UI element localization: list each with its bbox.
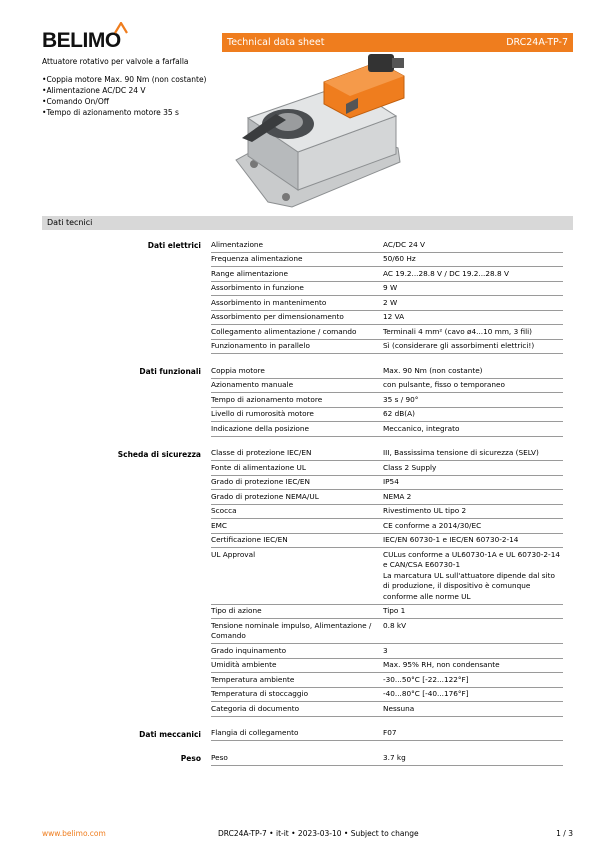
spec-key: Collegamento alimentazione / comando <box>211 326 357 336</box>
spec-row <box>211 490 563 505</box>
spec-key: Assorbimento per dimensionamento <box>211 312 344 321</box>
spec-row <box>211 461 563 476</box>
spec-key: Temperatura di stoccaggio <box>211 689 309 698</box>
spec-value: 3.7 kg <box>383 752 406 762</box>
logo-mark-icon <box>114 22 128 34</box>
spec-value: IEC/EN 60730-1 e IEC/EN 60730-2-14 <box>383 535 519 544</box>
spec-value: 35 s / 90° <box>383 394 419 404</box>
spec-key: Grado di protezione NEMA/UL <box>211 491 319 501</box>
spec-row <box>211 605 563 620</box>
spec-key: Coppia motore <box>211 365 265 375</box>
spec-key: Classe di protezione IEC/EN <box>211 448 312 457</box>
footer-url[interactable]: www.belimo.com <box>42 829 106 838</box>
group-rows <box>211 751 563 766</box>
spec-key: Azionamento manuale <box>211 380 294 389</box>
spec-row <box>211 379 563 394</box>
spec-value: 50/60 Hz <box>383 254 416 263</box>
section-header <box>42 216 573 230</box>
spec-row <box>211 267 563 282</box>
spec-group <box>42 727 573 742</box>
spec-value: Max. 95% RH, non condensante <box>383 660 500 669</box>
spec-row <box>211 422 563 437</box>
spec-row <box>211 282 563 297</box>
spec-value: Tipo 1 <box>383 606 406 615</box>
feature-item: • Tempo di azionamento motore 35 s <box>42 107 207 118</box>
page-number: 1 / 3 <box>556 829 573 838</box>
feature-item: • Comando On/Off <box>42 96 207 107</box>
spec-row <box>211 644 563 659</box>
section-title: Dati tecnici <box>47 218 93 227</box>
spec-row <box>211 548 563 605</box>
spec-value: -40...80°C [-40...176°F] <box>383 689 469 698</box>
spec-key: Peso <box>211 752 228 762</box>
spec-key: Assorbimento in mantenimento <box>211 297 327 307</box>
spec-row <box>211 311 563 326</box>
spec-row <box>211 253 563 268</box>
spec-value: Meccanico, integrato <box>383 423 460 433</box>
spec-key: Grado di protezione IEC/EN <box>211 477 310 486</box>
group-rows <box>211 364 563 437</box>
feature-item: • Alimentazione AC/DC 24 V <box>42 85 207 96</box>
spec-row <box>211 751 563 766</box>
product-subtitle: Attuatore rotativo per valvole a farfalla <box>42 57 189 66</box>
spec-value: F07 <box>383 728 397 737</box>
spec-row <box>211 296 563 311</box>
spec-key: UL Approval <box>211 549 256 559</box>
group-label: Scheda di sicurezza <box>117 449 201 459</box>
spec-value: Max. 90 Nm (non costante) <box>383 365 483 375</box>
group-rows <box>211 727 563 742</box>
spec-value: AC 19.2...28.8 V / DC 19.2...28.8 V <box>383 268 509 278</box>
spec-value: 0.8 kV <box>383 620 407 630</box>
spec-value: Class 2 Supply <box>383 462 437 472</box>
spec-value: 62 dB(A) <box>383 409 415 418</box>
group-rows <box>211 238 563 354</box>
spec-key: Flangia di collegamento <box>211 728 299 737</box>
spec-group <box>42 364 573 437</box>
spec-value: 2 W <box>383 297 398 307</box>
spec-row <box>211 364 563 379</box>
spec-key: EMC <box>211 520 228 530</box>
spec-row <box>211 476 563 491</box>
spec-value: -30...50°C [-22...122°F] <box>383 674 469 684</box>
spec-key: Indicazione della posizione <box>211 423 310 433</box>
spec-group <box>42 238 573 354</box>
belimo-logo <box>42 30 121 52</box>
group-label: Dati funzionali <box>139 367 201 376</box>
spec-row <box>211 673 563 688</box>
spec-key: Funzionamento in parallelo <box>211 341 310 350</box>
spec-value: 9 W <box>383 283 398 292</box>
spec-row <box>211 393 563 408</box>
model-number: DRC24A-TP-7 <box>506 37 568 48</box>
spec-value: Rivestimento UL tipo 2 <box>383 506 467 515</box>
spec-value: AC/DC 24 V <box>383 239 426 249</box>
spec-row <box>211 238 563 253</box>
spec-group <box>42 751 573 766</box>
spec-value: CULus conforme a UL60730-1A e UL 60730-2-14 e CAN/CSA E60730-1 La marcatura UL sull'attuatore dipende dal sito di produzione, il dispositivo è comunque conforme alle norme UL <box>383 549 560 601</box>
feature-list <box>42 74 207 118</box>
actuator-image <box>228 52 408 210</box>
spec-key: Tempo di azionamento motore <box>211 394 323 404</box>
spec-row <box>211 519 563 534</box>
spec-key: Livello di rumorosità motore <box>211 409 314 418</box>
spec-row <box>211 325 563 340</box>
spec-row <box>211 688 563 703</box>
spec-row <box>211 727 563 742</box>
spec-key: Tensione nominale impulso, Alimentazione / Comando <box>211 620 372 640</box>
spec-row <box>211 702 563 717</box>
spec-value: Nessuna <box>383 703 415 713</box>
spec-value: con pulsante, fisso o temporaneo <box>383 380 505 389</box>
spec-key: Scocca <box>211 506 237 515</box>
spec-key: Grado inquinamento <box>211 645 287 655</box>
spec-row <box>211 505 563 520</box>
spec-row <box>211 619 563 644</box>
group-label: Dati meccanici <box>139 729 201 739</box>
spec-row <box>211 659 563 674</box>
spec-group <box>42 447 573 717</box>
spec-value: IP54 <box>383 477 399 486</box>
group-label: Dati elettrici <box>147 241 201 250</box>
group-rows <box>211 447 563 717</box>
spec-row <box>211 340 563 355</box>
spec-key: Assorbimento in funzione <box>211 283 304 292</box>
spec-value: CE conforme a 2014/30/EC <box>383 520 482 530</box>
spec-row <box>211 447 563 462</box>
spec-table <box>42 238 573 776</box>
spec-value: 12 VA <box>383 312 405 321</box>
spec-key: Categoria di documento <box>211 703 300 713</box>
spec-key: Frequenza alimentazione <box>211 254 303 263</box>
logo-text: BELIMO <box>42 29 121 52</box>
spec-row <box>211 408 563 423</box>
spec-row <box>211 534 563 549</box>
header-bar <box>222 33 573 52</box>
spec-key: Certificazione IEC/EN <box>211 535 288 544</box>
feature-item: • Coppia motore Max. 90 Nm (non costante) <box>42 74 207 85</box>
spec-key: Umidità ambiente <box>211 660 277 669</box>
spec-key: Range alimentazione <box>211 268 288 278</box>
spec-value: Sì (considerare gli assorbimenti elettrici!) <box>383 341 535 350</box>
spec-key: Tipo di azione <box>211 606 262 615</box>
spec-value: III, Bassissima tensione di sicurezza (SELV) <box>383 448 539 457</box>
doc-type: Technical data sheet <box>227 37 325 48</box>
spec-key: Alimentazione <box>211 239 264 249</box>
spec-value: 3 <box>383 645 388 655</box>
spec-value: NEMA 2 <box>383 491 412 501</box>
spec-key: Fonte di alimentazione UL <box>211 462 306 472</box>
footer-info: DRC24A-TP-7 • it-it • 2023-03-10 • Subject to change <box>218 829 419 838</box>
spec-key: Temperatura ambiente <box>211 674 295 684</box>
spec-value: Terminali 4 mm² (cavo ø4...10 mm, 3 fili) <box>383 326 533 336</box>
group-label: Peso <box>180 754 201 763</box>
